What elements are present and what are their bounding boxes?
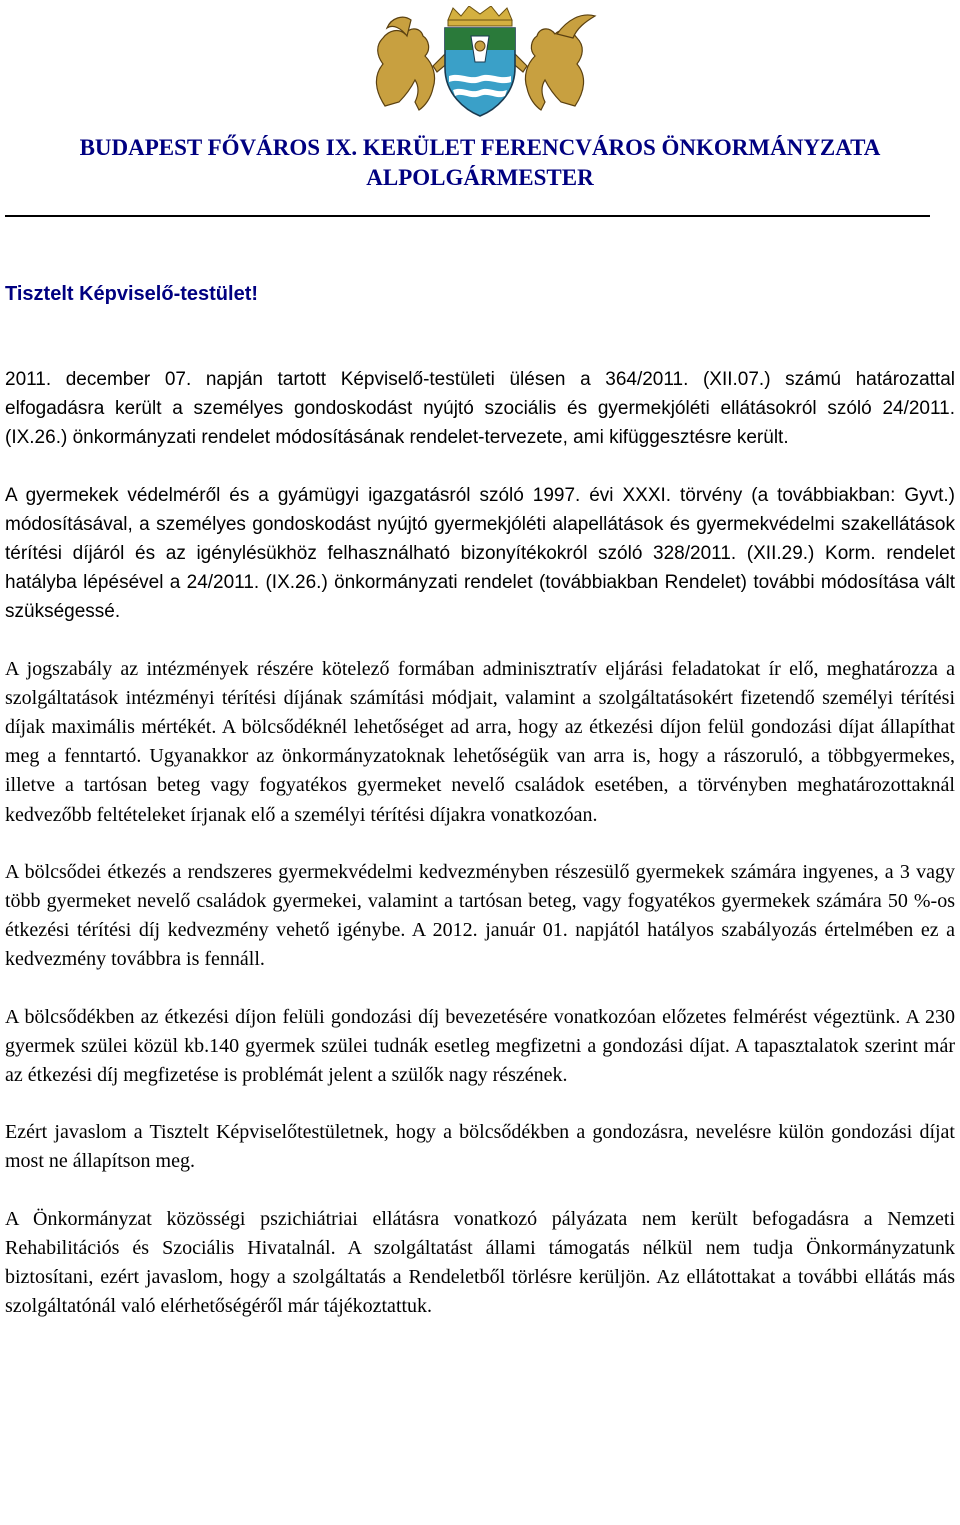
office-subtitle: ALPOLGÁRMESTER xyxy=(366,165,594,190)
paragraph: Ezért javaslom a Tisztelt Képviselőtestületnek, hogy a bölcsődékben a gondozásra, nevelésre külön gondozási díjat most ne állapítson meg. xyxy=(5,1121,955,1173)
paragraph: A bölcsődékben az étkezési díjon felüli gondozási díj bevezetésére vonatkozóan előzetes felmérést végeztünk. A 230 gyermek szülei közül kb.140 gyermek szülei tudnák esetleg megfizetni a gondozási díjat. A tapasztalatok szerint már az étkezési díj megfizetése is problémát jelent a szülők nagy részének. xyxy=(5,1005,955,1087)
paragraph: A Önkormányzat közösségi pszichiátriai ellátásra vonatkozó pályázata nem került befogadásra a Nemzeti Rehabilitációs és Szociális Hivatalnál. A szolgáltatást állami támogatás nélkül nem tudja Önkormányzatunk biztosítani, ezért javaslom, hogy a szolgáltatás a Rendeletből törlésre kerüljön. Az ellátottakat a további ellátás más szolgáltatónál való elérhetőségéről már tájékoztattuk. xyxy=(5,1207,955,1318)
paragraph: A jogszabály az intézmények részére kötelező formában adminisztratív eljárási feladatokat ír elő, meghatározza a szolgáltatások intézményi térítési díjának számítási módjait, valamint a szolgáltatásokért fizetendő személyi térítési díjak maximális mértékét. A bölcsődéknél lehetőséget ad arra, hogy az étkezési díjon felül gondozási díjat állapíthat meg a fenntartó. Ugyanakkor az önkormányzatoknak lehetőségük van arra is, hogy a rászoruló, a többgyermekes, illetve a tartósan beteg vagy fogyatékos gyermeket nevelő családok esetében, a törvényben meghatározottaknál kedvezőbb feltételeket írjanak elő a személyi térítési díjakra vonatkozóan. xyxy=(5,657,955,826)
salutation: Tisztelt Képviselő-testület! xyxy=(5,283,259,305)
paragraph: A bölcsődei étkezés a rendszeres gyermekvédelmi kedvezményben részesülő gyermekek számára ingyenes, a 3 vagy több gyermeket nevelő családok gyermekei, valamint a tartósan beteg, vagy fogyatékos gyermekek számára 50 %-os étkezési térítési díj kedvezmény vehető igénybe. A 2012. január 01. napjától hatályos szabályozás értelmében ez a kedvezmény továbbra is fennáll. xyxy=(5,860,955,971)
paragraph: 2011. december 07. napján tartott Képviselő-testületi ülésen a 364/2011. (XII.07.) számú határozattal elfogadásra került a személyes gondoskodást nyújtó szociális és gyermekjóléti ellátásokról szóló 24/2011. (IX.26.) önkormányzati rendelet módosításának rendelet-tervezete, ami kifüggesztésre került. xyxy=(5,369,955,449)
letter-body xyxy=(5,365,955,1349)
header-divider xyxy=(5,215,930,217)
office-title: BUDAPEST FŐVÁROS IX. KERÜLET FERENCVÁROS ÖNKORMÁNYZATA xyxy=(79,135,881,160)
coat-of-arms-icon xyxy=(345,6,615,118)
paragraph: A gyermekek védelméről és a gyámügyi igazgatásról szóló 1997. évi XXXI. törvény (a továbbiakban: Gyvt.) módosításával, a személyes gondoskodást nyújtó gyermekjóléti alapellátások és gyermekvédelmi szakellátások térítési díjáról és az igénylésükhöz felhasználható bizonyítékokról szóló 328/2011. (XII.29.) Korm. rendelet hatályba lépésével a 24/2011. (IX.26.) önkormányzati rendelet (továbbiakban Rendelet) további módosítása vált szükségessé. xyxy=(5,484,955,623)
